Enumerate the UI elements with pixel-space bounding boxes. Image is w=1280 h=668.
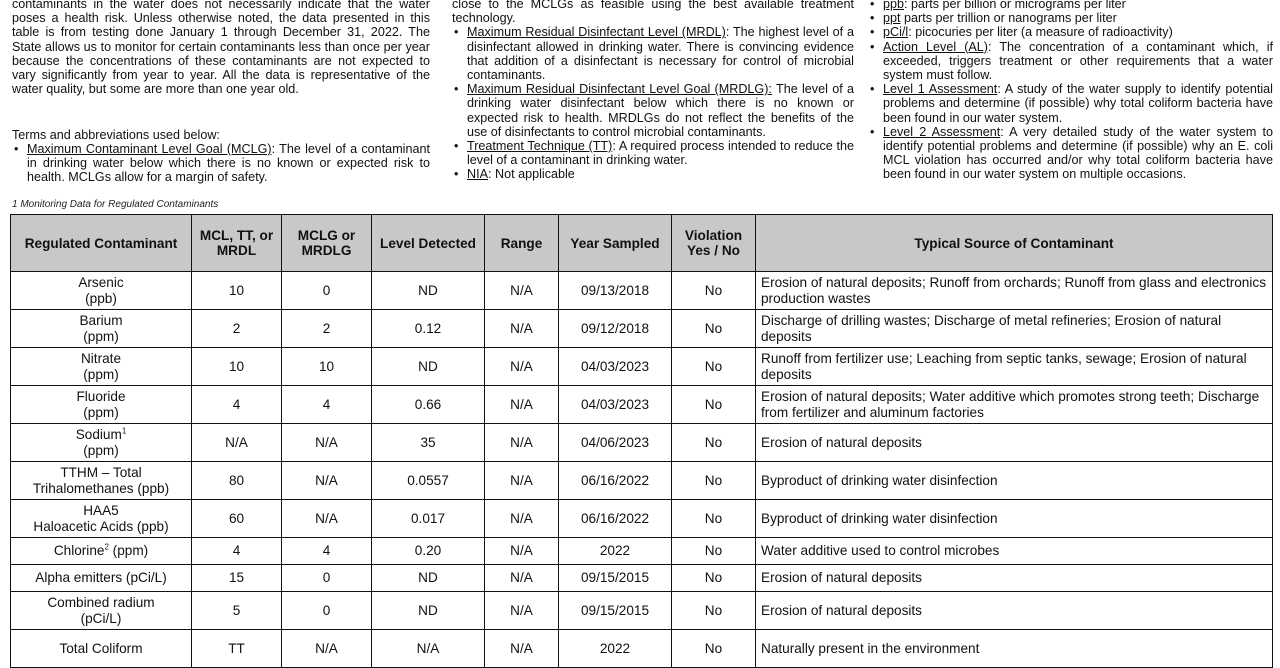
table-header-row <box>11 215 1273 272</box>
contaminant-unit: (ppm) <box>83 366 119 382</box>
source-cell: Erosion of natural deposits; Runoff from orchards; Runoff from glass and electronics production wastes <box>756 272 1273 310</box>
contaminant-name: Fluoride <box>76 389 126 404</box>
regulated-contaminants-table <box>10 214 1273 668</box>
contaminant-name: Chlorine <box>53 543 105 559</box>
year-cell: 09/13/2018 <box>559 272 672 310</box>
contaminant-name: Sodium <box>75 427 122 442</box>
violation-cell: No <box>672 565 756 592</box>
term-mclg <box>27 142 430 185</box>
term-definition: : picocuries per liter (a measure of radioactivity) <box>908 25 1173 40</box>
term-definition: : A study of the water supply to identify potential problems and determine (if possible) why total coliform bacteria have been found in our water system. <box>883 82 1273 125</box>
contaminant-cell <box>11 272 192 310</box>
term-name: Maximum Residual Disinfectant Level Goal (MRDLG): <box>467 82 772 97</box>
level-cell: 0.20 <box>372 538 485 565</box>
mcl-cell: 5 <box>192 592 282 630</box>
source-cell: Byproduct of drinking water disinfection <box>756 500 1273 538</box>
table-row <box>11 424 1273 462</box>
header-violation: Violation Yes / No <box>672 215 756 272</box>
year-cell: 09/15/2015 <box>559 592 672 630</box>
term-level-1-assessment <box>883 82 1273 125</box>
mclg-cell: 0 <box>282 565 372 592</box>
contaminant-unit: (ppm) <box>83 328 119 344</box>
violation-cell: No <box>672 424 756 462</box>
term-tt <box>467 139 854 167</box>
violation-cell: No <box>672 272 756 310</box>
range-cell: N/A <box>485 348 559 386</box>
violation-cell: No <box>672 348 756 386</box>
mclg-cell: 4 <box>282 538 372 565</box>
contaminant-cell <box>11 592 192 630</box>
contaminant-name: Barium <box>79 313 123 328</box>
terms-list <box>868 0 1273 182</box>
mcl-cell: 4 <box>192 386 282 424</box>
range-cell: N/A <box>485 538 559 565</box>
range-cell: N/A <box>485 310 559 348</box>
contaminant-unit: Trihalomethanes (ppb) <box>32 480 170 496</box>
term-ppb <box>883 0 1273 11</box>
term-name: Treatment Technique (TT) <box>467 139 613 154</box>
footnote-marker: 2 <box>104 542 109 552</box>
violation-cell: No <box>672 500 756 538</box>
table-row <box>11 592 1273 630</box>
year-cell: 04/03/2023 <box>559 348 672 386</box>
mcl-cell: 4 <box>192 538 282 565</box>
mclg-cell: 4 <box>282 386 372 424</box>
contaminant-unit: (pCi/L) <box>80 610 122 626</box>
year-cell: 09/15/2015 <box>559 565 672 592</box>
mcl-cell: TT <box>192 630 282 668</box>
mclg-cell: 0 <box>282 592 372 630</box>
level-cell: 35 <box>372 424 485 462</box>
contaminant-name: Alpha emitters (pCi/L) <box>35 570 167 586</box>
term-name: Action Level (AL) <box>883 39 988 54</box>
table-row <box>11 310 1273 348</box>
mcl-cell: 2 <box>192 310 282 348</box>
contaminant-name: Arsenic <box>78 275 124 290</box>
level-cell: ND <box>372 272 485 310</box>
year-cell: 09/12/2018 <box>559 310 672 348</box>
table-row <box>11 630 1273 668</box>
range-cell: N/A <box>485 500 559 538</box>
term-definition: : The concentration of a contaminant which, if exceeded, triggers treatment or other requirements that a water system must follow. <box>883 39 1274 83</box>
term-definition: : Not applicable <box>488 167 575 182</box>
term-na <box>467 167 854 181</box>
violation-cell: No <box>672 462 756 500</box>
contaminant-unit: Haloacetic Acids (ppb) <box>33 518 169 534</box>
terms-list <box>12 142 430 185</box>
level-cell: ND <box>372 348 485 386</box>
term-level-2-assessment <box>883 125 1273 182</box>
term-name: Level 1 Assessment <box>883 82 998 97</box>
range-cell: N/A <box>485 272 559 310</box>
mcl-cell: 60 <box>192 500 282 538</box>
contaminant-cell <box>11 386 192 424</box>
term-pci <box>883 25 1273 39</box>
term-mrdl <box>467 25 854 82</box>
contaminant-name: Nitrate <box>80 351 122 366</box>
mcl-definition-tail: close to the MCLGs as feasible using the best available treatment technology. <box>452 0 854 26</box>
violation-cell: No <box>672 592 756 630</box>
source-cell: Erosion of natural deposits; Water additive which promotes strong teeth; Discharge from fertilizer and aluminum factories <box>756 386 1273 424</box>
table-row <box>11 272 1273 310</box>
mcl-cell: N/A <box>192 424 282 462</box>
terms-heading: Terms and abbreviations used below: <box>12 128 220 142</box>
contaminant-unit: (ppm) <box>112 543 149 559</box>
mclg-cell: N/A <box>282 424 372 462</box>
term-name: Maximum Residual Disinfectant Level (MRDL) <box>467 25 726 40</box>
header-mclg: MCLG or MRDLG <box>282 215 372 272</box>
contaminant-cell <box>11 462 192 500</box>
contaminant-name: Total Coliform <box>59 640 143 656</box>
term-definition: parts per trillion or nanograms per liter <box>900 11 1117 26</box>
year-cell: 04/03/2023 <box>559 386 672 424</box>
table-row <box>11 462 1273 500</box>
range-cell: N/A <box>485 462 559 500</box>
header-contaminant: Regulated Contaminant <box>11 215 192 272</box>
term-name: Level 2 Assessment <box>883 124 1001 139</box>
range-cell: N/A <box>485 424 559 462</box>
level-cell: 0.0557 <box>372 462 485 500</box>
contaminant-cell <box>11 565 192 592</box>
contaminant-cell <box>11 500 192 538</box>
level-cell: 0.12 <box>372 310 485 348</box>
level-cell: ND <box>372 565 485 592</box>
term-name: NIA <box>467 167 488 182</box>
source-cell: Naturally present in the environment <box>756 630 1273 668</box>
footnote-marker: 1 <box>121 426 127 436</box>
term-definition: : The highest level of a disinfectant allowed in drinking water. There is convincing evidence that addition of a disinfectant is necessary for control of microbial contaminants. <box>467 25 854 83</box>
table-row <box>11 386 1273 424</box>
header-mcl: MCL, TT, or MRDL <box>192 215 282 272</box>
contaminant-cell <box>11 310 192 348</box>
header-range: Range <box>485 215 559 272</box>
contaminant-cell <box>11 424 192 462</box>
table-row <box>11 348 1273 386</box>
range-cell: N/A <box>485 592 559 630</box>
terms-list <box>452 25 854 181</box>
table-row <box>11 565 1273 592</box>
violation-cell: No <box>672 538 756 565</box>
term-definition: : A very detailed study of the water system to identify potential problems and determine (if possible) why an E. coli MCL violation has occurred and/or why total coliform bacteria have been found in our water system on multiple occasions. <box>883 124 1273 182</box>
term-definition: : The level of a contaminant in drinking water below which there is no known or expected risk to health. MCLGs allow for a margin of safety. <box>27 142 430 185</box>
source-cell: Erosion of natural deposits <box>756 424 1273 462</box>
contaminant-cell <box>11 630 192 668</box>
mclg-cell: 0 <box>282 272 372 310</box>
term-definition: : A required process intended to reduce the level of a contaminant in drinking water. <box>467 139 854 168</box>
violation-cell: No <box>672 630 756 668</box>
range-cell: N/A <box>485 565 559 592</box>
term-name: ppt <box>883 11 901 26</box>
mcl-cell: 15 <box>192 565 282 592</box>
contaminant-unit: (ppm) <box>83 442 119 458</box>
range-cell: N/A <box>485 630 559 668</box>
mclg-cell: N/A <box>282 630 372 668</box>
table-row <box>11 538 1273 565</box>
term-name: Maximum Contaminant Level Goal (MCLG) <box>27 142 272 156</box>
year-cell: 2022 <box>559 630 672 668</box>
contaminant-name: HAA5 <box>83 503 119 518</box>
mclg-cell: 2 <box>282 310 372 348</box>
contaminant-cell <box>11 538 192 565</box>
contaminant-name: Combined radium <box>47 595 155 610</box>
mclg-cell: N/A <box>282 462 372 500</box>
level-cell: 0.017 <box>372 500 485 538</box>
year-cell: 06/16/2022 <box>559 462 672 500</box>
source-cell: Erosion of natural deposits <box>756 592 1273 630</box>
contaminant-cell <box>11 348 192 386</box>
contaminant-name: TTHM – Total <box>60 465 142 480</box>
contaminant-unit: (ppb) <box>85 290 117 306</box>
source-cell: Erosion of natural deposits <box>756 565 1273 592</box>
intro-paragraph: contaminants in the water does not necessarily indicate that the water poses a health risk. Unless otherwise noted, the data presented in this table is from testing done January 1 through December 31, 2022. The State allows us to monitor for certain contaminants less than once per year because the concentrations of these contaminants are not expected to vary significantly from year to year. All the data is representative of the water quality, but some are more than one year old. <box>12 0 430 97</box>
year-cell: 06/16/2022 <box>559 500 672 538</box>
violation-cell: No <box>672 386 756 424</box>
source-cell: Byproduct of drinking water disinfection <box>756 462 1273 500</box>
header-level: Level Detected <box>372 215 485 272</box>
mcl-cell: 10 <box>192 272 282 310</box>
mclg-cell: 10 <box>282 348 372 386</box>
header-source: Typical Source of Contaminant <box>756 215 1273 272</box>
term-ppt <box>883 11 1273 25</box>
mclg-cell: N/A <box>282 500 372 538</box>
term-definition: : parts per billion or micrograms per liter <box>904 0 1126 11</box>
term-action-level <box>883 40 1273 83</box>
level-cell: ND <box>372 592 485 630</box>
violation-cell: No <box>672 310 756 348</box>
contaminant-unit: (ppm) <box>83 404 119 420</box>
header-year: Year Sampled <box>559 215 672 272</box>
term-definition: The level of a drinking water disinfectant below which there is no known or expected risk to health. MRDLGs do not reflect the benefits of the use of disinfectants to control microbial contaminants. <box>467 82 854 139</box>
table-caption: 1 Monitoring Data for Regulated Contaminants <box>12 199 219 210</box>
mcl-cell: 80 <box>192 462 282 500</box>
mcl-cell: 10 <box>192 348 282 386</box>
table-row <box>11 500 1273 538</box>
table-body <box>11 272 1273 668</box>
term-mrdlg <box>467 82 854 139</box>
level-cell: 0.66 <box>372 386 485 424</box>
year-cell: 2022 <box>559 538 672 565</box>
source-cell: Water additive used to control microbes <box>756 538 1273 565</box>
term-name: pCi/l <box>883 25 909 40</box>
source-cell: Discharge of drilling wastes; Discharge of metal refineries; Erosion of natural deposits <box>756 310 1273 348</box>
term-name: ppb <box>883 0 905 11</box>
level-cell: N/A <box>372 630 485 668</box>
source-cell: Runoff from fertilizer use; Leaching from septic tanks, sewage; Erosion of natural deposits <box>756 348 1273 386</box>
range-cell: N/A <box>485 386 559 424</box>
year-cell: 04/06/2023 <box>559 424 672 462</box>
